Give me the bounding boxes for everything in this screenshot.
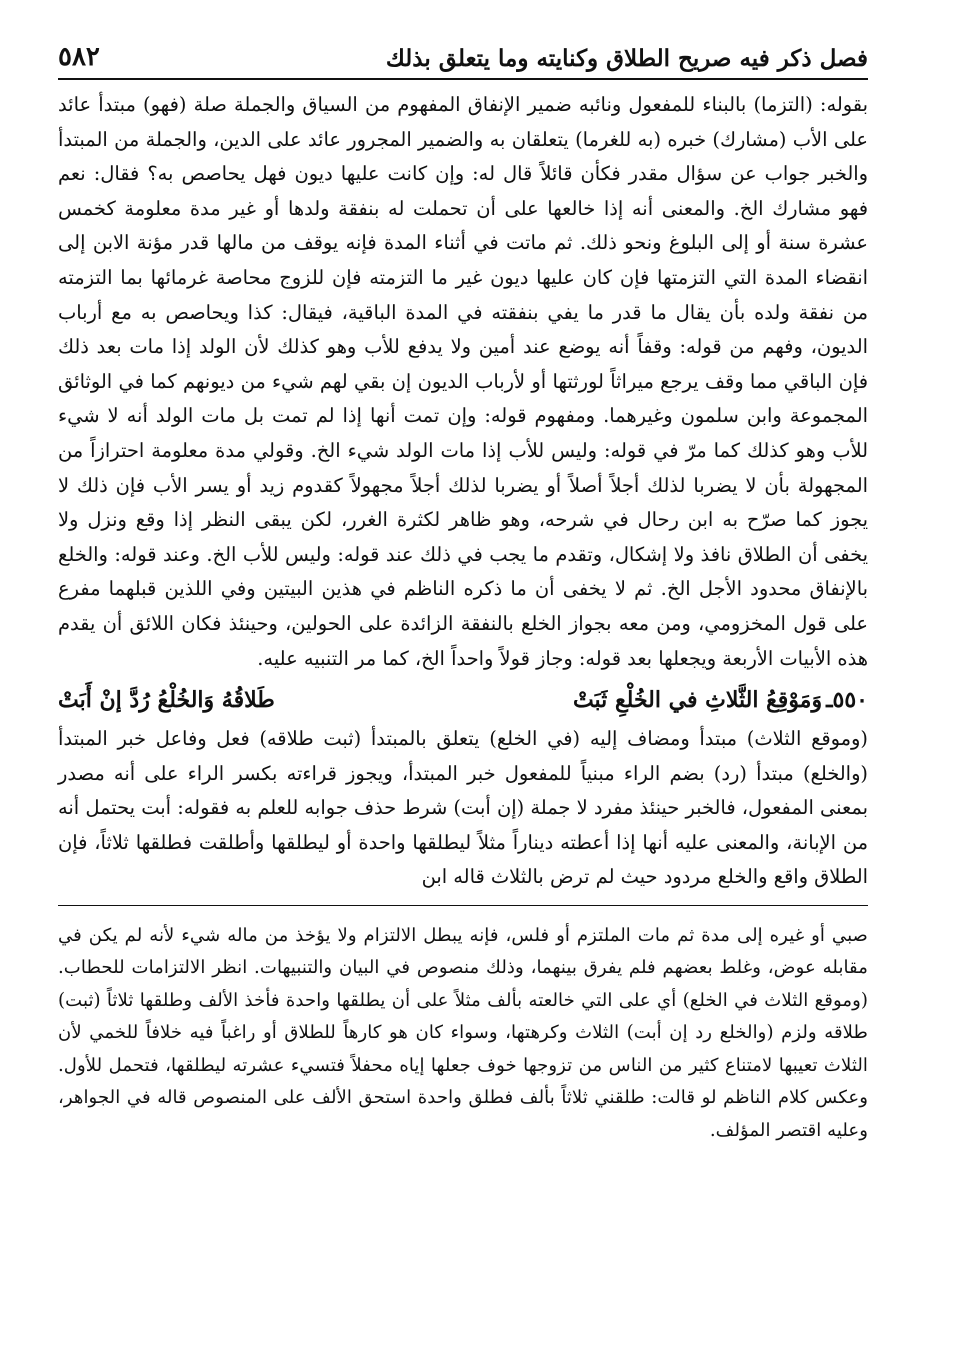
commentary-block (58, 722, 868, 895)
footnote-paragraph: صبي أو غيره إلى مدة ثم مات الملتزم أو فلس، فإنه يبطل الالتزام ولا يؤخذ من ماله شيء لأنه لم يكن في مقابله عوض، وغلط بعضهم فلم يفرق بينهما، وذلك منصوص في البيان والتنبيهات. انظر الالتزامات للحطاب. (وموقع الثلاث في الخلع) أي على التي خالعته بألف مثلاً على أن يطلقها واحدة فأخذ الألف وطلقها ثلاثاً (ثبت) طلاقه ولزم (والخلع رد إن أبت) الثلاث وكرهتها، وسواء كان هو كارهاً للطلاق أو راغباً فيه خلافاً للخمي لأن الثلاث تعيبها لامتناع كثير من الناس من تزوجها خوف جعلها إياه محفلاً فتسيء عشرته ليطلقها، فتحمل للأول. وعكس كلام الناظم لو قالت: طلقني ثلاثاً بألف فطلق واحدة استحق الألف على المنصوص قاله في الجواهر، وعليه اقتصر المؤلف. (58, 925, 868, 1141)
chapter-title: فصل ذكر فيه صريح الطلاق وكنايته وما يتعلق بذلك (385, 45, 868, 72)
verse-number: ٥٥٠ـ (826, 687, 868, 714)
verse-hemistich-second: طَلاقُهُ وَالخُلْعُ رُدَّ إنْ أَبَتْ (58, 687, 275, 714)
footnote-divider (58, 905, 868, 906)
commentary-paragraph: (وموقع الثلاث) مبتدأ ومضاف إليه (في الخلع) يتعلق بالمبتدأ (ثبت طلاقه) فعل وفاعل خبر المبتدأ (والخلع) مبتدأ (رد) بضم الراء مبنياً للمفعول خبر المبتدأ، ويجوز قراءته بكسر الراء على أنه مصدر بمعنى المفعول، فالخبر حينئذ مفرد لا جملة (إن أبت) شرط حذف جوابه للعلم به فقوله: أبت يحتمل أنه من الإبانة، والمعنى عليه أنها إذا أعطته ديناراً مثلاً ليطلقها واحدة أو ليطلقها وأطلقت فطلقها ثلاثاً، فإن الطلاق واقع والخلع مردود حيث لم ترض بالثلاث قاله ابن (58, 727, 868, 889)
running-header (58, 30, 868, 80)
footnote-block (58, 920, 868, 1147)
main-text-block (58, 88, 868, 676)
verse-line (58, 680, 868, 720)
verse-hemistich-first: وَمَوْقِعُ الثَّلاثِ في الخُلْعِ ثَبَتْ (572, 687, 823, 714)
page-number: ٥٨٢ (58, 42, 100, 72)
main-paragraph: بقوله: (التزما) بالبناء للمفعول ونائبه ضمير الإنفاق المفهوم من السياق والجملة صلة (فهو) مبتدأ عائد على الأب (مشارك) خبره (به للغرما) يتعلقان به والضمير المجرور عائد على الدين، والجملة من المبتدأ والخبر جواب عن سؤال مقدر فكأن قائلاً قال له: وإن كانت عليها ديون فهل يحاصص به؟ فقال: نعم فهو مشارك الخ. والمعنى أنه إذا خالعها على أن تحملت له بنفقة ولدها أو غير مدة معلومة كخمس عشرة سنة أو إلى البلوغ ونحو ذلك. ثم ماتت في أثناء المدة فإنه يوقف من مالها قدر مؤنة الابن إلى انقضاء المدة التي التزمتها فإن كان عليها ديون غير ما التزمته فإن للزوج محاصة غرمائها بما التزمته من نفقة ولده بأن يقال ما قدر ما يفي بنفقته في المدة الباقية، فيقال: كذا ويحاصص به مع أرباب الديون، وفهم من قوله: وقفاً أنه يوضع عند أمين ولا يدفع للأب وهو كذلك لأن الولد إذا مات بعد ذلك فإن الباقي مما وقف يرجع ميراثاً لورثتها أو لأرباب الديون إن بقي لهم شيء من ديونهم كما في الوثائق المجموعة وابن سلمون وغيرهما. ومفهوم قوله: وإن تمت أنها إذا لم تمت بل مات الولد أنه لا شيء للأب وهو كذلك كما مرّ في قوله: وليس للأب إذا مات الولد شيء الخ. وقولي مدة معلومة احترازاً من المجهولة بأن لا يضربا لذلك أجلاً أصلاً أو يضربا لذلك أجلاً مجهولاً كقدوم زيد أو يسر الأب فإن ذلك لا يجوز كما صرّح به ابن رحال في شرحه، وهو ظاهر لكثرة الغرر، لكن يبقى النظر إذا وقع ونزل ولا يخفى أن الطلاق نافذ ولا إشكال، وتقدم ما يجب في ذلك عند قوله: وليس للأب الخ. وعند قوله: والخلع بالإنفاق محدود الأجل الخ. ثم لا يخفى أن ما ذكره الناظم في هذين البيتين وفي اللذين قبلهما مفرع على قول المخزومي، ومن معه بجواز الخلع بالنفقة الزائدة على الحولين، وحينئذ فكان اللائق أن يقدم هذه الأبيات الأربعة ويجعلها بعد قوله: وجاز قولاً واحداً الخ، كما مر التنبيه عليه. (58, 93, 868, 670)
